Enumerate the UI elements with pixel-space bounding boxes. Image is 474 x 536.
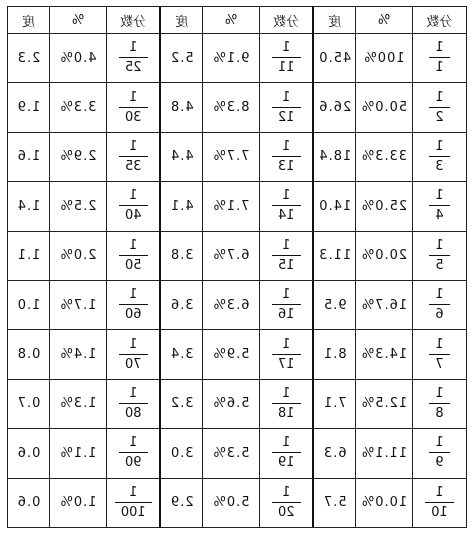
fraction-cell: [413, 379, 467, 428]
percent-cell: 5.0%: [203, 478, 260, 527]
fraction-cell: [107, 231, 161, 280]
percent-cell: 1.7%: [50, 280, 107, 329]
fraction-numerator: 1: [435, 40, 444, 56]
degree-cell: 1.6: [8, 132, 50, 181]
fraction: [272, 436, 301, 469]
fraction-denominator: 10: [425, 502, 454, 519]
fraction: [429, 189, 449, 222]
degree-cell: 2.9: [161, 478, 203, 527]
fraction: [272, 189, 301, 222]
fraction-numerator: 1: [129, 40, 138, 56]
fraction-cell: [260, 379, 314, 428]
fraction-denominator: 7: [429, 354, 449, 371]
fraction-cell: [413, 330, 467, 379]
fraction: [119, 140, 148, 173]
degree-cell: 1.0: [8, 280, 50, 329]
degree-cell: 26.6: [314, 83, 356, 132]
fraction-cell: [260, 478, 314, 527]
fraction-cell: [107, 330, 161, 379]
fraction: [272, 338, 301, 371]
fraction-denominator: 60: [119, 304, 148, 321]
table-row: [8, 83, 467, 132]
table-row: [8, 231, 467, 280]
degree-cell: 2.3: [8, 34, 50, 83]
degree-cell: 3.0: [161, 429, 203, 478]
fraction-cell: [260, 330, 314, 379]
fraction-cell: [413, 280, 467, 329]
fraction: [429, 387, 449, 420]
fraction-denominator: 9: [429, 452, 449, 469]
fraction-denominator: 30: [119, 107, 148, 124]
table-body: [8, 34, 467, 528]
header-percent: %: [356, 7, 413, 34]
fraction-numerator: 1: [129, 336, 138, 352]
fraction-numerator: 1: [129, 287, 138, 303]
degree-cell: 3.8: [161, 231, 203, 280]
fraction-denominator: 14: [272, 205, 301, 222]
percent-cell: 50.0%: [356, 83, 413, 132]
header-fraction: 分数: [107, 7, 161, 34]
fraction: [119, 189, 148, 222]
percent-cell: 2.5%: [50, 182, 107, 231]
header-fraction: 分数: [260, 7, 314, 34]
percent-cell: 14.3%: [356, 330, 413, 379]
fraction-numerator: 1: [435, 138, 444, 154]
header-degree: 度: [161, 7, 203, 34]
fraction: [115, 486, 152, 519]
degree-cell: 1.9: [8, 83, 50, 132]
fraction-denominator: 6: [429, 304, 449, 321]
fraction-cell: [260, 132, 314, 181]
fraction-numerator: 1: [129, 188, 138, 204]
fraction-cell: [107, 132, 161, 181]
fraction-numerator: 1: [435, 336, 444, 352]
slope-conversion-table: [7, 6, 467, 528]
fraction-cell: [260, 280, 314, 329]
percent-cell: 33.3%: [356, 132, 413, 181]
percent-cell: 11.1%: [356, 429, 413, 478]
table-row: [8, 34, 467, 83]
fraction-denominator: 3: [429, 156, 449, 173]
header-percent: %: [50, 7, 107, 34]
fraction-denominator: 19: [272, 452, 301, 469]
table-row: [8, 379, 467, 428]
degree-cell: 18.4: [314, 132, 356, 181]
fraction-cell: [260, 182, 314, 231]
fraction: [272, 239, 301, 272]
percent-cell: 9.1%: [203, 34, 260, 83]
fraction: [119, 387, 148, 420]
fraction: [429, 239, 449, 272]
degree-cell: 45.0: [314, 34, 356, 83]
fraction-numerator: 1: [129, 237, 138, 253]
fraction-numerator: 1: [435, 484, 444, 500]
fraction-denominator: 2: [429, 107, 449, 124]
fraction-numerator: 1: [282, 188, 291, 204]
fraction-numerator: 1: [282, 336, 291, 352]
header-fraction: 分数: [413, 7, 467, 34]
percent-cell: 7.7%: [203, 132, 260, 181]
percent-cell: 25.0%: [356, 182, 413, 231]
fraction-numerator: 1: [282, 385, 291, 401]
fraction-cell: [107, 83, 161, 132]
fraction: [429, 41, 449, 74]
degree-cell: 3.4: [161, 330, 203, 379]
fraction-numerator: 1: [282, 237, 291, 253]
fraction-denominator: 80: [119, 403, 148, 420]
table-row: [8, 132, 467, 181]
fraction-numerator: 1: [282, 138, 291, 154]
fraction-cell: [107, 379, 161, 428]
fraction: [272, 41, 301, 74]
fraction-denominator: 18: [272, 403, 301, 420]
percent-cell: 1.4%: [50, 330, 107, 379]
fraction-cell: [107, 182, 161, 231]
degree-cell: 4.1: [161, 182, 203, 231]
fraction: [272, 91, 301, 124]
fraction-cell: [413, 231, 467, 280]
degree-cell: 3.2: [161, 379, 203, 428]
percent-cell: 5.3%: [203, 429, 260, 478]
degree-cell: 5.7: [314, 478, 356, 527]
percent-cell: 2.0%: [50, 231, 107, 280]
fraction-numerator: 1: [435, 385, 444, 401]
fraction-denominator: 35: [119, 156, 148, 173]
percent-cell: 12.5%: [356, 379, 413, 428]
percent-cell: 5.6%: [203, 379, 260, 428]
fraction-numerator: 1: [129, 435, 138, 451]
percent-cell: 4.0%: [50, 34, 107, 83]
fraction-cell: [107, 478, 161, 527]
degree-cell: 9.5: [314, 280, 356, 329]
fraction-denominator: 8: [429, 403, 449, 420]
fraction-cell: [413, 34, 467, 83]
degree-cell: 3.6: [161, 280, 203, 329]
fraction-denominator: 1: [429, 57, 449, 74]
fraction-denominator: 100: [115, 502, 152, 519]
fraction: [429, 338, 449, 371]
fraction: [119, 41, 148, 74]
fraction: [429, 436, 449, 469]
fraction: [119, 239, 148, 272]
fraction: [119, 91, 148, 124]
fraction-cell: [413, 132, 467, 181]
fraction: [119, 288, 148, 321]
fraction-denominator: 4: [429, 205, 449, 222]
degree-cell: 7.1: [314, 379, 356, 428]
percent-cell: 10.0%: [356, 478, 413, 527]
percent-cell: 100%: [356, 34, 413, 83]
fraction-numerator: 1: [435, 89, 444, 105]
table-row: [8, 429, 467, 478]
percent-cell: 6.3%: [203, 280, 260, 329]
header-percent: %: [203, 7, 260, 34]
header-degree: 度: [8, 7, 50, 34]
fraction-denominator: 16: [272, 304, 301, 321]
fraction-denominator: 25: [119, 57, 148, 74]
degree-cell: 1.4: [8, 182, 50, 231]
fraction-denominator: 17: [272, 354, 301, 371]
degree-cell: 6.3: [314, 429, 356, 478]
fraction-cell: [413, 478, 467, 527]
header-row: [8, 7, 467, 34]
fraction-cell: [260, 34, 314, 83]
fraction: [119, 436, 148, 469]
degree-cell: 8.1: [314, 330, 356, 379]
fraction-numerator: 1: [435, 435, 444, 451]
percent-cell: 1.1%: [50, 429, 107, 478]
degree-cell: 0.7: [8, 379, 50, 428]
fraction-denominator: 50: [119, 255, 148, 272]
degree-cell: 0.6: [8, 429, 50, 478]
fraction-numerator: 1: [129, 484, 138, 500]
fraction-numerator: 1: [282, 435, 291, 451]
fraction-cell: [260, 429, 314, 478]
fraction-cell: [260, 231, 314, 280]
fraction-denominator: 11: [272, 57, 301, 74]
fraction: [272, 140, 301, 173]
fraction-numerator: 1: [435, 237, 444, 253]
fraction-cell: [107, 34, 161, 83]
fraction-denominator: 70: [119, 354, 148, 371]
fraction-numerator: 1: [282, 287, 291, 303]
table-row: [8, 182, 467, 231]
percent-cell: 2.9%: [50, 132, 107, 181]
fraction: [272, 387, 301, 420]
degree-cell: 4.8: [161, 83, 203, 132]
fraction: [429, 91, 449, 124]
fraction-numerator: 1: [282, 89, 291, 105]
header-degree: 度: [314, 7, 356, 34]
fraction: [425, 486, 454, 519]
percent-cell: 5.9%: [203, 330, 260, 379]
table-row: [8, 478, 467, 527]
degree-cell: 0.8: [8, 330, 50, 379]
fraction-cell: [260, 83, 314, 132]
fraction-numerator: 1: [435, 188, 444, 204]
fraction-numerator: 1: [282, 484, 291, 500]
percent-cell: 6.7%: [203, 231, 260, 280]
fraction-denominator: 90: [119, 452, 148, 469]
fraction: [429, 288, 449, 321]
table-row: [8, 280, 467, 329]
fraction-denominator: 40: [119, 205, 148, 222]
percent-cell: 1.3%: [50, 379, 107, 428]
fraction-denominator: 15: [272, 255, 301, 272]
fraction-cell: [107, 429, 161, 478]
fraction-cell: [413, 182, 467, 231]
percent-cell: 7.1%: [203, 182, 260, 231]
fraction-numerator: 1: [129, 138, 138, 154]
degree-cell: 5.2: [161, 34, 203, 83]
fraction-denominator: 20: [272, 502, 301, 519]
degree-cell: 11.3: [314, 231, 356, 280]
fraction-numerator: 1: [282, 40, 291, 56]
fraction-numerator: 1: [129, 89, 138, 105]
degree-cell: 0.6: [8, 478, 50, 527]
percent-cell: 1.0%: [50, 478, 107, 527]
fraction-denominator: 12: [272, 107, 301, 124]
degree-cell: 4.4: [161, 132, 203, 181]
fraction-cell: [413, 429, 467, 478]
degree-cell: 1.1: [8, 231, 50, 280]
percent-cell: 16.7%: [356, 280, 413, 329]
percent-cell: 8.3%: [203, 83, 260, 132]
percent-cell: 3.3%: [50, 83, 107, 132]
fraction: [272, 288, 301, 321]
fraction: [272, 486, 301, 519]
fraction-cell: [413, 83, 467, 132]
fraction: [429, 140, 449, 173]
fraction-numerator: 1: [435, 287, 444, 303]
fraction-cell: [107, 280, 161, 329]
fraction-denominator: 13: [272, 156, 301, 173]
fraction-denominator: 5: [429, 255, 449, 272]
fraction-numerator: 1: [129, 385, 138, 401]
percent-cell: 20.0%: [356, 231, 413, 280]
degree-cell: 14.0: [314, 182, 356, 231]
table-row: [8, 330, 467, 379]
fraction: [119, 338, 148, 371]
